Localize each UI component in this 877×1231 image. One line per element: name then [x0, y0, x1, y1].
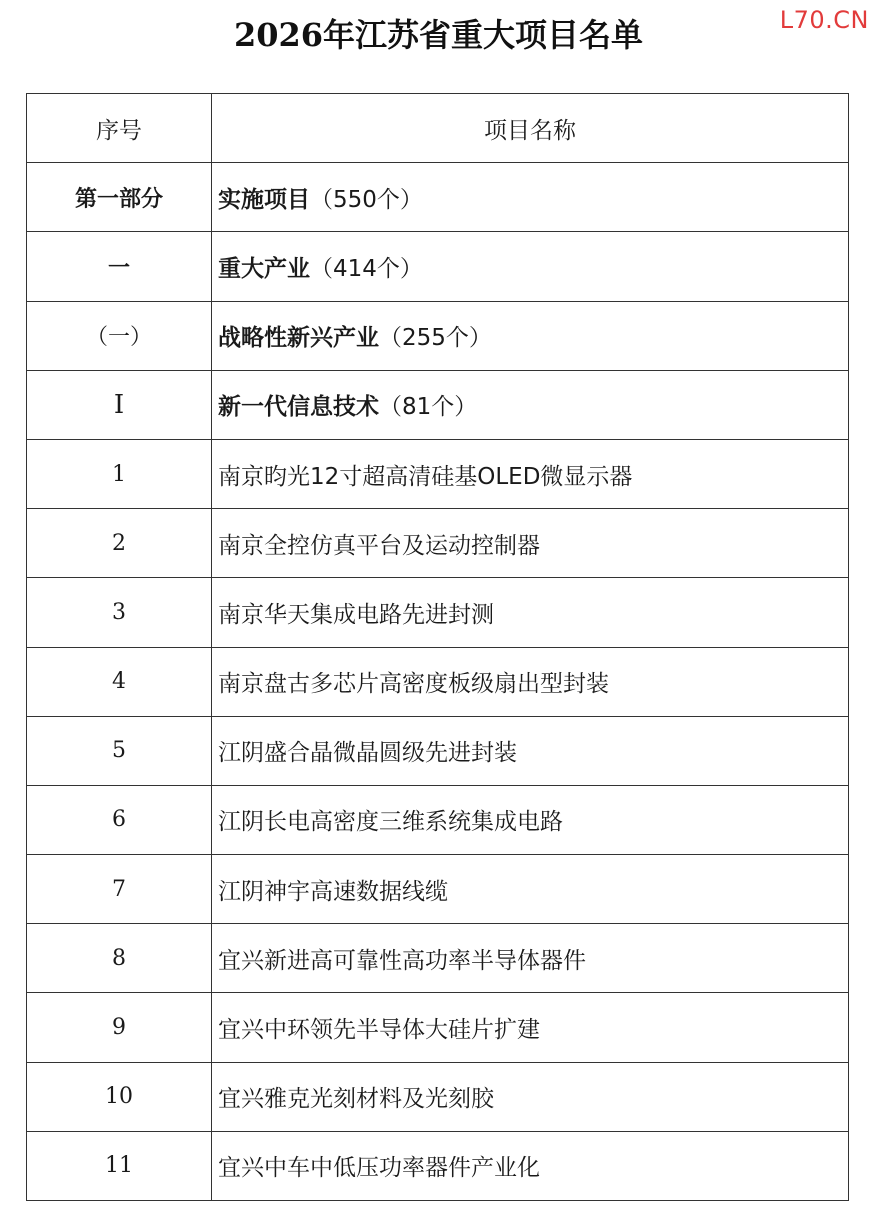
row-name: 南京全控仿真平台及运动控制器	[212, 509, 849, 578]
section-count: （81个）	[379, 394, 478, 421]
row-seq: 2	[27, 509, 212, 578]
row-name: 南京昀光12寸超高清硅基OLED微显示器	[212, 439, 849, 508]
section-row	[27, 301, 849, 370]
row-name: 江阴长电高密度三维系统集成电路	[212, 785, 849, 854]
section-row	[27, 163, 849, 232]
section-label: 战略性新兴产业	[218, 325, 379, 352]
table-row	[27, 855, 849, 924]
section-name	[212, 232, 849, 301]
section-name	[212, 163, 849, 232]
section-count: （550个）	[310, 186, 423, 213]
row-seq: 9	[27, 993, 212, 1062]
table-row	[27, 924, 849, 993]
header-seq: 序号	[27, 94, 212, 163]
watermark: L70.CN	[779, 6, 869, 34]
section-name	[212, 301, 849, 370]
project-table	[26, 93, 849, 1201]
section-row	[27, 370, 849, 439]
row-seq: 1	[27, 439, 212, 508]
page-title: 2026年江苏省重大项目名单	[233, 16, 644, 54]
table-row	[27, 716, 849, 785]
table-header-row	[27, 94, 849, 163]
row-seq: 10	[27, 1062, 212, 1131]
section-label: 实施项目	[218, 186, 310, 213]
table-row	[27, 1131, 849, 1200]
section-seq: I	[27, 370, 212, 439]
section-row	[27, 232, 849, 301]
row-seq: 3	[27, 578, 212, 647]
row-seq: 11	[27, 1131, 212, 1200]
row-seq: 4	[27, 647, 212, 716]
table-row	[27, 647, 849, 716]
section-seq: （一）	[27, 301, 212, 370]
header-name: 项目名称	[212, 94, 849, 163]
row-name: 宜兴雅克光刻材料及光刻胶	[212, 1062, 849, 1131]
table-row	[27, 578, 849, 647]
row-name: 宜兴中环领先半导体大硅片扩建	[212, 993, 849, 1062]
section-count: （414个）	[310, 255, 423, 282]
row-name: 南京盘古多芯片高密度板级扇出型封装	[212, 647, 849, 716]
table-row	[27, 785, 849, 854]
section-label: 重大产业	[218, 255, 310, 282]
section-seq: 一	[27, 232, 212, 301]
row-name: 江阴神宇高速数据线缆	[212, 855, 849, 924]
table-row	[27, 1062, 849, 1131]
row-name: 江阴盛合晶微晶圆级先进封装	[212, 716, 849, 785]
table-row	[27, 509, 849, 578]
row-name: 宜兴新进高可靠性高功率半导体器件	[212, 924, 849, 993]
row-seq: 5	[27, 716, 212, 785]
row-name: 宜兴中车中低压功率器件产业化	[212, 1131, 849, 1200]
row-name: 南京华天集成电路先进封测	[212, 578, 849, 647]
row-seq: 8	[27, 924, 212, 993]
table-row	[27, 439, 849, 508]
section-name	[212, 370, 849, 439]
row-seq: 7	[27, 855, 212, 924]
table-row	[27, 993, 849, 1062]
section-count: （255个）	[379, 325, 492, 352]
row-seq: 6	[27, 785, 212, 854]
section-label: 新一代信息技术	[218, 394, 379, 421]
section-seq: 第一部分	[27, 163, 212, 232]
